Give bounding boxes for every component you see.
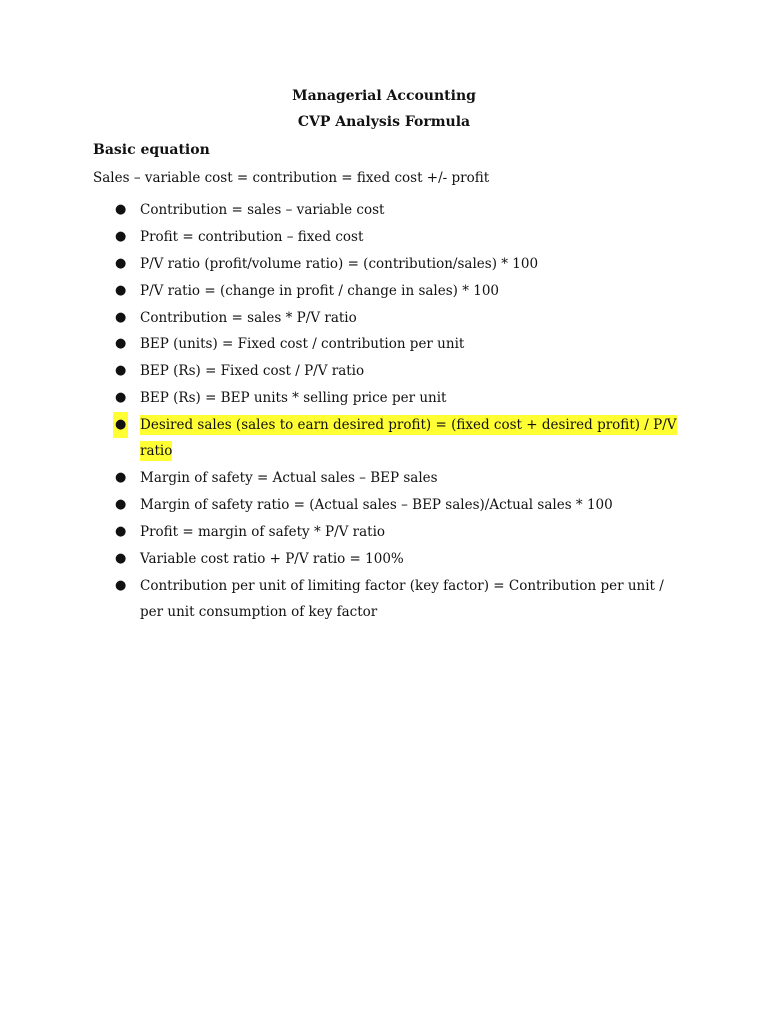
- list-item: [0, 224, 680, 250]
- formula-text: Margin of safety = Actual sales – BEP sales: [140, 470, 438, 487]
- formula-text: Desired sales (sales to earn desired profit) = (fixed cost + desired profit) / P/V ratio: [140, 417, 677, 460]
- formula-text: Margin of safety ratio = (Actual sales – BEP sales)/Actual sales * 100: [140, 496, 613, 513]
- list-item: [0, 492, 680, 518]
- section-heading: Basic equation: [93, 142, 210, 158]
- bullet-icon: ●: [115, 228, 127, 244]
- bullet-icon: ●: [115, 523, 127, 539]
- list-item: [0, 385, 680, 411]
- list-item: [0, 358, 680, 384]
- list-item: [0, 278, 680, 304]
- bullet-icon: ●: [115, 470, 127, 486]
- formula-text: Contribution per unit of limiting factor (key factor) = Contribution per unit / per unit consumption of key factor: [140, 577, 664, 620]
- formula-text: P/V ratio (profit/volume ratio) = (contribution/sales) * 100: [140, 255, 539, 272]
- bullet-icon: ●: [115, 255, 127, 271]
- formula-list: [0, 197, 768, 625]
- formula-text: P/V ratio = (change in profit / change in sales) * 100: [140, 282, 500, 299]
- bullet-icon: ●: [115, 336, 127, 352]
- bullet-icon: ●: [115, 309, 127, 325]
- list-item: [0, 412, 680, 464]
- list-item: [0, 519, 680, 545]
- formula-text: BEP (Rs) = Fixed cost / P/V ratio: [140, 363, 365, 380]
- formula-text: BEP (Rs) = BEP units * selling price per unit: [140, 390, 447, 407]
- formula-text: Variable cost ratio + P/V ratio = 100%: [140, 550, 404, 567]
- formula-text: Contribution = sales * P/V ratio: [140, 309, 357, 326]
- formula-text: Profit = contribution – fixed cost: [140, 228, 364, 245]
- formula-text: BEP (units) = Fixed cost / contribution per unit: [140, 336, 465, 353]
- bullet-icon: ●: [115, 282, 127, 298]
- bullet-icon: ●: [113, 412, 128, 438]
- bullet-icon: ●: [115, 496, 127, 512]
- list-item: [0, 546, 680, 572]
- list-item: [0, 197, 680, 223]
- bullet-icon: ●: [115, 550, 127, 566]
- list-item: [0, 305, 680, 331]
- list-item: [0, 465, 680, 491]
- formula-text: Contribution = sales – variable cost: [140, 202, 385, 218]
- bullet-icon: ●: [115, 202, 127, 217]
- list-item: [0, 331, 680, 357]
- basic-equation: Sales – variable cost = contribution = fixed cost +/- profit: [93, 170, 490, 186]
- list-item: [0, 251, 680, 277]
- document-title: Managerial Accounting: [292, 88, 476, 104]
- document-subtitle: CVP Analysis Formula: [297, 114, 471, 130]
- bullet-icon: ●: [115, 577, 127, 593]
- list-item: [0, 573, 680, 625]
- formula-text: Profit = margin of safety * P/V ratio: [140, 523, 386, 540]
- bullet-icon: ●: [115, 390, 127, 406]
- bullet-icon: ●: [115, 363, 127, 379]
